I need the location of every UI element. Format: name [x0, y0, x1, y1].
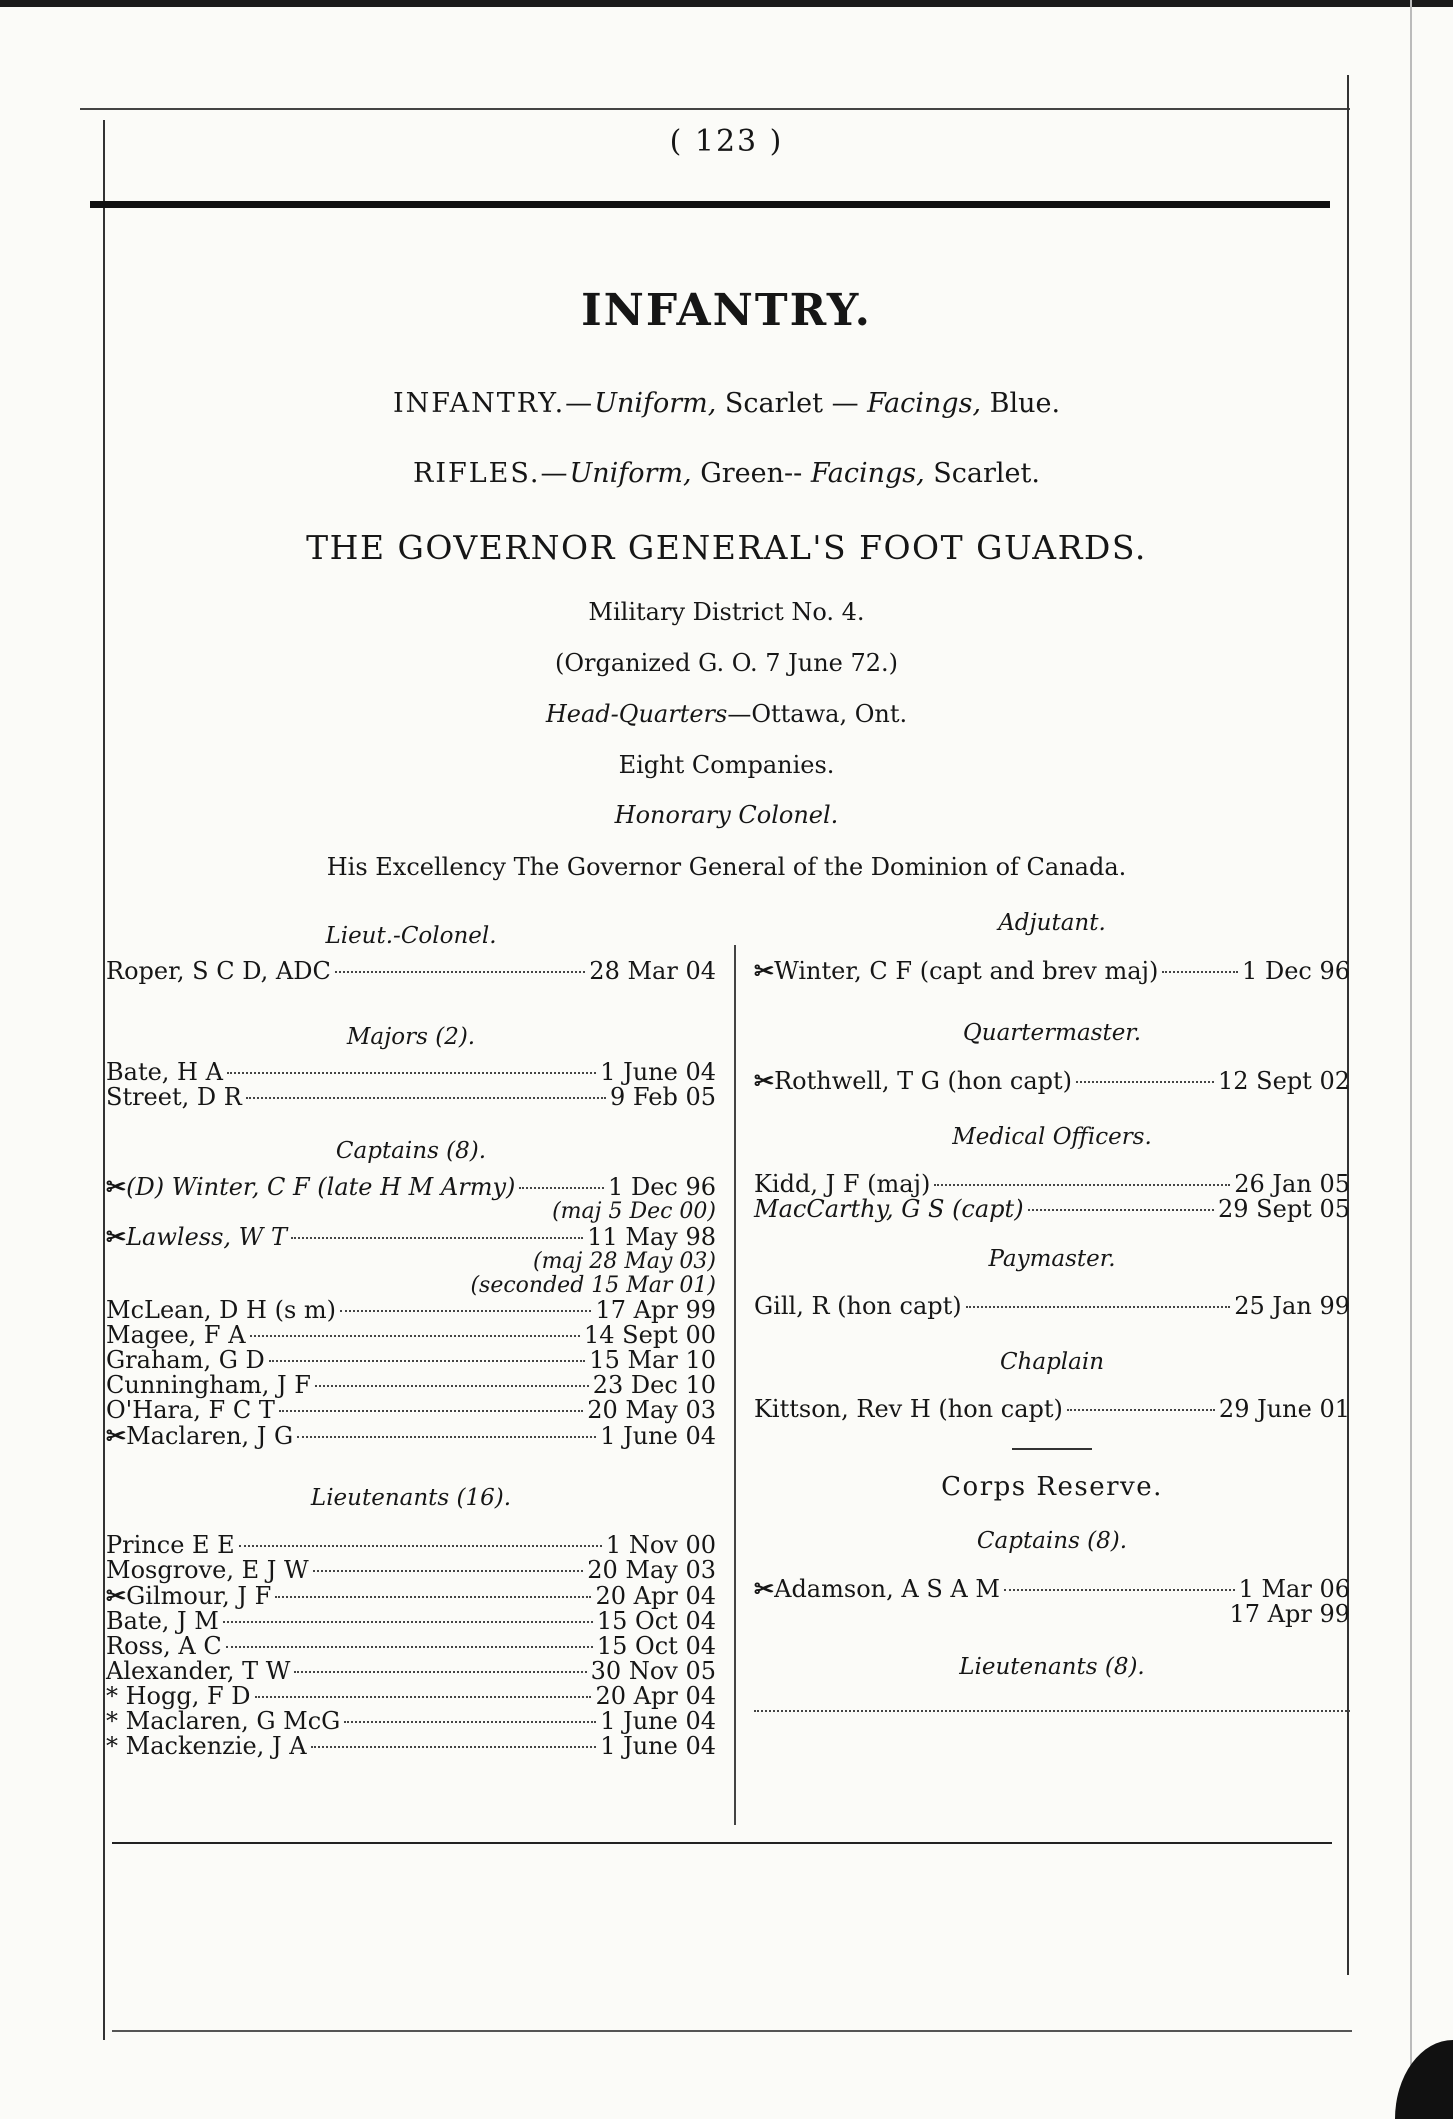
officer-date: 20 Apr 04 — [595, 1582, 716, 1610]
leader-dots — [311, 1746, 597, 1748]
officer-name: Mosgrove, E J W — [106, 1556, 309, 1584]
leader-dots — [1028, 1209, 1214, 1211]
officer-name: Alexander, T W — [106, 1657, 291, 1685]
officer-date: 20 May 03 — [587, 1396, 716, 1424]
officer-note: (maj 28 May 03) — [532, 1249, 716, 1274]
officer-date: 29 June 01 — [1218, 1395, 1350, 1423]
leader-dots — [934, 1184, 1230, 1186]
header-rule — [90, 201, 1330, 208]
officer-name: Rothwell, T G (hon capt) — [774, 1067, 1072, 1095]
officer-date: 1 June 04 — [600, 1058, 716, 1086]
left-column — [106, 905, 716, 1759]
uniform-word: Uniform, — [569, 458, 692, 489]
headquarters-value: —Ottawa, Ont. — [727, 700, 908, 728]
officer-date: 11 May 98 — [587, 1223, 716, 1251]
section-heading: Medical Officers. — [952, 1124, 1152, 1150]
leader-dots — [269, 1360, 586, 1362]
officer-date: 1 Mar 06 — [1238, 1575, 1350, 1603]
officer-name: Ross, A C — [106, 1632, 222, 1660]
list-item — [106, 1298, 716, 1323]
officer-note: (seconded 15 Mar 01) — [470, 1273, 716, 1298]
section-heading: Captains (8). — [335, 1138, 487, 1164]
page-title: INFANTRY. — [581, 285, 872, 336]
leader-dots — [227, 1072, 596, 1074]
officer-name: Prince E E — [106, 1531, 235, 1559]
officer-date: 14 Sept 00 — [584, 1321, 716, 1349]
leader-dots — [313, 1570, 584, 1572]
regiment-title: THE GOVERNOR GENERAL'S FOOT GUARDS. — [306, 528, 1147, 567]
officer-date: 29 Sept 05 — [1218, 1195, 1350, 1223]
list-item — [106, 1174, 716, 1200]
leader-dots — [340, 1310, 591, 1312]
list-item — [106, 1659, 716, 1684]
leader-dots — [223, 1621, 593, 1623]
officer-date: 12 Sept 02 — [1218, 1067, 1350, 1095]
list-item — [106, 1709, 716, 1734]
officer-name: O'Hara, F C T — [106, 1396, 275, 1424]
list-item — [754, 1197, 1350, 1222]
officer-name: Street, D R — [106, 1083, 242, 1111]
leader-dots — [315, 1385, 589, 1387]
officer-date: 25 Jan 99 — [1234, 1292, 1350, 1320]
officer-name: Lawless, W T — [126, 1223, 287, 1251]
officer-name: * Hogg, F D — [106, 1682, 251, 1710]
uniform-label: INFANTRY.— — [392, 388, 595, 419]
officer-name: (D) Winter, C F (late H M Army) — [126, 1173, 516, 1201]
frame-bottom-line — [112, 2030, 1352, 2032]
list-item — [106, 1060, 716, 1085]
scissors-icon: ✂ — [106, 1581, 127, 1610]
leader-dots — [344, 1721, 596, 1723]
leader-dots — [966, 1306, 1231, 1308]
list-item — [106, 1583, 716, 1609]
officer-date: 26 Jan 05 — [1234, 1170, 1350, 1198]
leader-dots — [297, 1436, 596, 1438]
list-item — [106, 1558, 716, 1583]
leader-dots — [335, 971, 585, 973]
honorary-colonel-name: His Excellency The Governor General of the Dominion of Canada. — [326, 853, 1127, 881]
section-heading: Lieut.-Colonel. — [325, 923, 497, 949]
headquarters-label: Head-Quarters — [545, 700, 728, 728]
officer-name: * Maclaren, G McG — [106, 1707, 341, 1735]
list-item — [106, 1224, 716, 1250]
facings-colour: Scarlet. — [924, 458, 1040, 489]
list-item — [106, 1634, 716, 1659]
page-corner-shadow — [1395, 2040, 1453, 2119]
list-item — [754, 1068, 1350, 1094]
leader-dots — [1004, 1589, 1235, 1591]
list-item — [754, 1576, 1350, 1602]
rifles-uniform-line — [0, 458, 1453, 489]
scissors-icon: ✂ — [106, 1222, 127, 1251]
section-heading: Quartermaster. — [962, 1020, 1142, 1046]
list-item — [106, 1323, 716, 1348]
companies-line: Eight Companies. — [618, 751, 835, 779]
section-heading: Majors (2). — [346, 1024, 476, 1050]
officer-date: 30 Nov 05 — [590, 1657, 716, 1685]
officer-name: Kittson, Rev H (hon capt) — [754, 1395, 1063, 1423]
list-item — [106, 1373, 716, 1398]
list-item — [106, 1398, 716, 1423]
leader-dots — [239, 1545, 602, 1547]
section-heading: Lieutenants (8). — [959, 1654, 1145, 1680]
page-number: ( 123 ) — [669, 124, 784, 159]
leader-dots — [275, 1596, 591, 1598]
scissors-icon: ✂ — [106, 1421, 127, 1450]
officer-name: MacCarthy, G S (capt) — [754, 1195, 1024, 1223]
list-item — [106, 1684, 716, 1709]
list-item — [106, 1348, 716, 1373]
facings-word: Facings, — [867, 388, 982, 419]
empty-entry-dots — [754, 1710, 1350, 1712]
section-heading: Captains (8). — [976, 1528, 1128, 1554]
honorary-colonel-heading: Honorary Colonel. — [614, 801, 839, 829]
officer-name: Gill, R (hon capt) — [754, 1292, 962, 1320]
organized-note: (Organized G. O. 7 June 72.) — [554, 649, 899, 677]
leader-dots — [226, 1646, 593, 1648]
officer-name: Adamson, A S A M — [774, 1575, 1000, 1603]
officer-name: Roper, S C D, ADC — [106, 957, 331, 985]
officer-date: 23 Dec 10 — [592, 1371, 716, 1399]
list-item — [106, 1734, 716, 1759]
officer-date: 1 June 04 — [600, 1707, 716, 1735]
list-item — [754, 1172, 1350, 1197]
officer-date: 20 Apr 04 — [595, 1682, 716, 1710]
leader-dots — [1076, 1081, 1214, 1083]
officer-name: Maclaren, J G — [126, 1422, 294, 1450]
section-heading: Chaplain — [999, 1349, 1105, 1375]
list-item — [754, 1294, 1350, 1319]
column-divider — [734, 945, 736, 1825]
top-edge-band — [0, 0, 1453, 7]
leader-dots — [294, 1671, 586, 1673]
officer-date: 15 Oct 04 — [596, 1607, 716, 1635]
officer-date: 20 May 03 — [587, 1556, 716, 1584]
list-item — [106, 959, 716, 984]
section-divider — [1012, 1448, 1092, 1450]
officer-date: 15 Mar 10 — [589, 1346, 716, 1374]
uniform-colour: Scarlet — — [716, 388, 868, 419]
footer-rule — [112, 1842, 1332, 1844]
facings-word: Facings, — [810, 458, 925, 489]
list-item — [106, 1085, 716, 1110]
list-item — [754, 958, 1350, 984]
leader-dots — [519, 1187, 604, 1189]
uniform-word: Uniform, — [594, 388, 717, 419]
officer-date-secondary: 17 Apr 99 — [1229, 1600, 1350, 1628]
uniform-label: RIFLES.— — [413, 458, 570, 489]
list-item — [106, 1533, 716, 1558]
military-district: Military District No. 4. — [588, 598, 865, 626]
officer-name: Magee, F A — [106, 1321, 246, 1349]
infantry-uniform-line — [0, 388, 1453, 419]
officer-name: * Mackenzie, J A — [106, 1732, 307, 1760]
officer-date: 1 Dec 96 — [608, 1173, 716, 1201]
section-heading: Adjutant. — [998, 910, 1106, 936]
officer-date: 1 June 04 — [600, 1732, 716, 1760]
leader-dots — [1162, 971, 1238, 973]
officer-name: Winter, C F (capt and brev maj) — [774, 957, 1159, 985]
leader-dots — [255, 1696, 592, 1698]
officer-name: Bate, J M — [106, 1607, 219, 1635]
officer-name: Cunningham, J F — [106, 1371, 311, 1399]
officer-date: 1 Nov 00 — [605, 1531, 716, 1559]
uniform-colour: Green-- — [691, 458, 811, 489]
leader-dots — [250, 1335, 580, 1337]
section-heading: Paymaster. — [988, 1246, 1116, 1272]
leader-dots — [291, 1237, 583, 1239]
scissors-icon: ✂ — [754, 1574, 775, 1603]
officer-date: 9 Feb 05 — [610, 1083, 716, 1111]
officer-name: Graham, G D — [106, 1346, 265, 1374]
officer-date: 17 Apr 99 — [595, 1296, 716, 1324]
officer-date: 15 Oct 04 — [596, 1632, 716, 1660]
leader-dots — [246, 1097, 606, 1099]
officer-name: McLean, D H (s m) — [106, 1296, 337, 1324]
leader-dots — [1067, 1409, 1215, 1411]
officer-name: Gilmour, J F — [126, 1582, 272, 1610]
scissors-icon: ✂ — [754, 956, 775, 985]
officer-name: Kidd, J F (maj) — [754, 1170, 931, 1198]
officer-date: 1 June 04 — [600, 1422, 716, 1450]
corps-reserve-heading: Corps Reserve. — [941, 1472, 1163, 1502]
list-item — [106, 1609, 716, 1634]
right-column — [754, 892, 1350, 1712]
officer-name: Bate, H A — [106, 1058, 223, 1086]
scissors-icon: ✂ — [106, 1172, 127, 1201]
section-heading: Lieutenants (16). — [310, 1485, 512, 1511]
officer-date: 28 Mar 04 — [589, 957, 716, 985]
headquarters-line — [0, 700, 1453, 728]
list-item — [754, 1397, 1350, 1422]
officer-note: (maj 5 Dec 00) — [552, 1199, 716, 1224]
facings-colour: Blue. — [981, 388, 1061, 419]
frame-top-line — [80, 108, 1350, 110]
officer-date: 1 Dec 96 — [1242, 957, 1350, 985]
scissors-icon: ✂ — [754, 1066, 775, 1095]
leader-dots — [279, 1410, 583, 1412]
list-item — [106, 1423, 716, 1449]
